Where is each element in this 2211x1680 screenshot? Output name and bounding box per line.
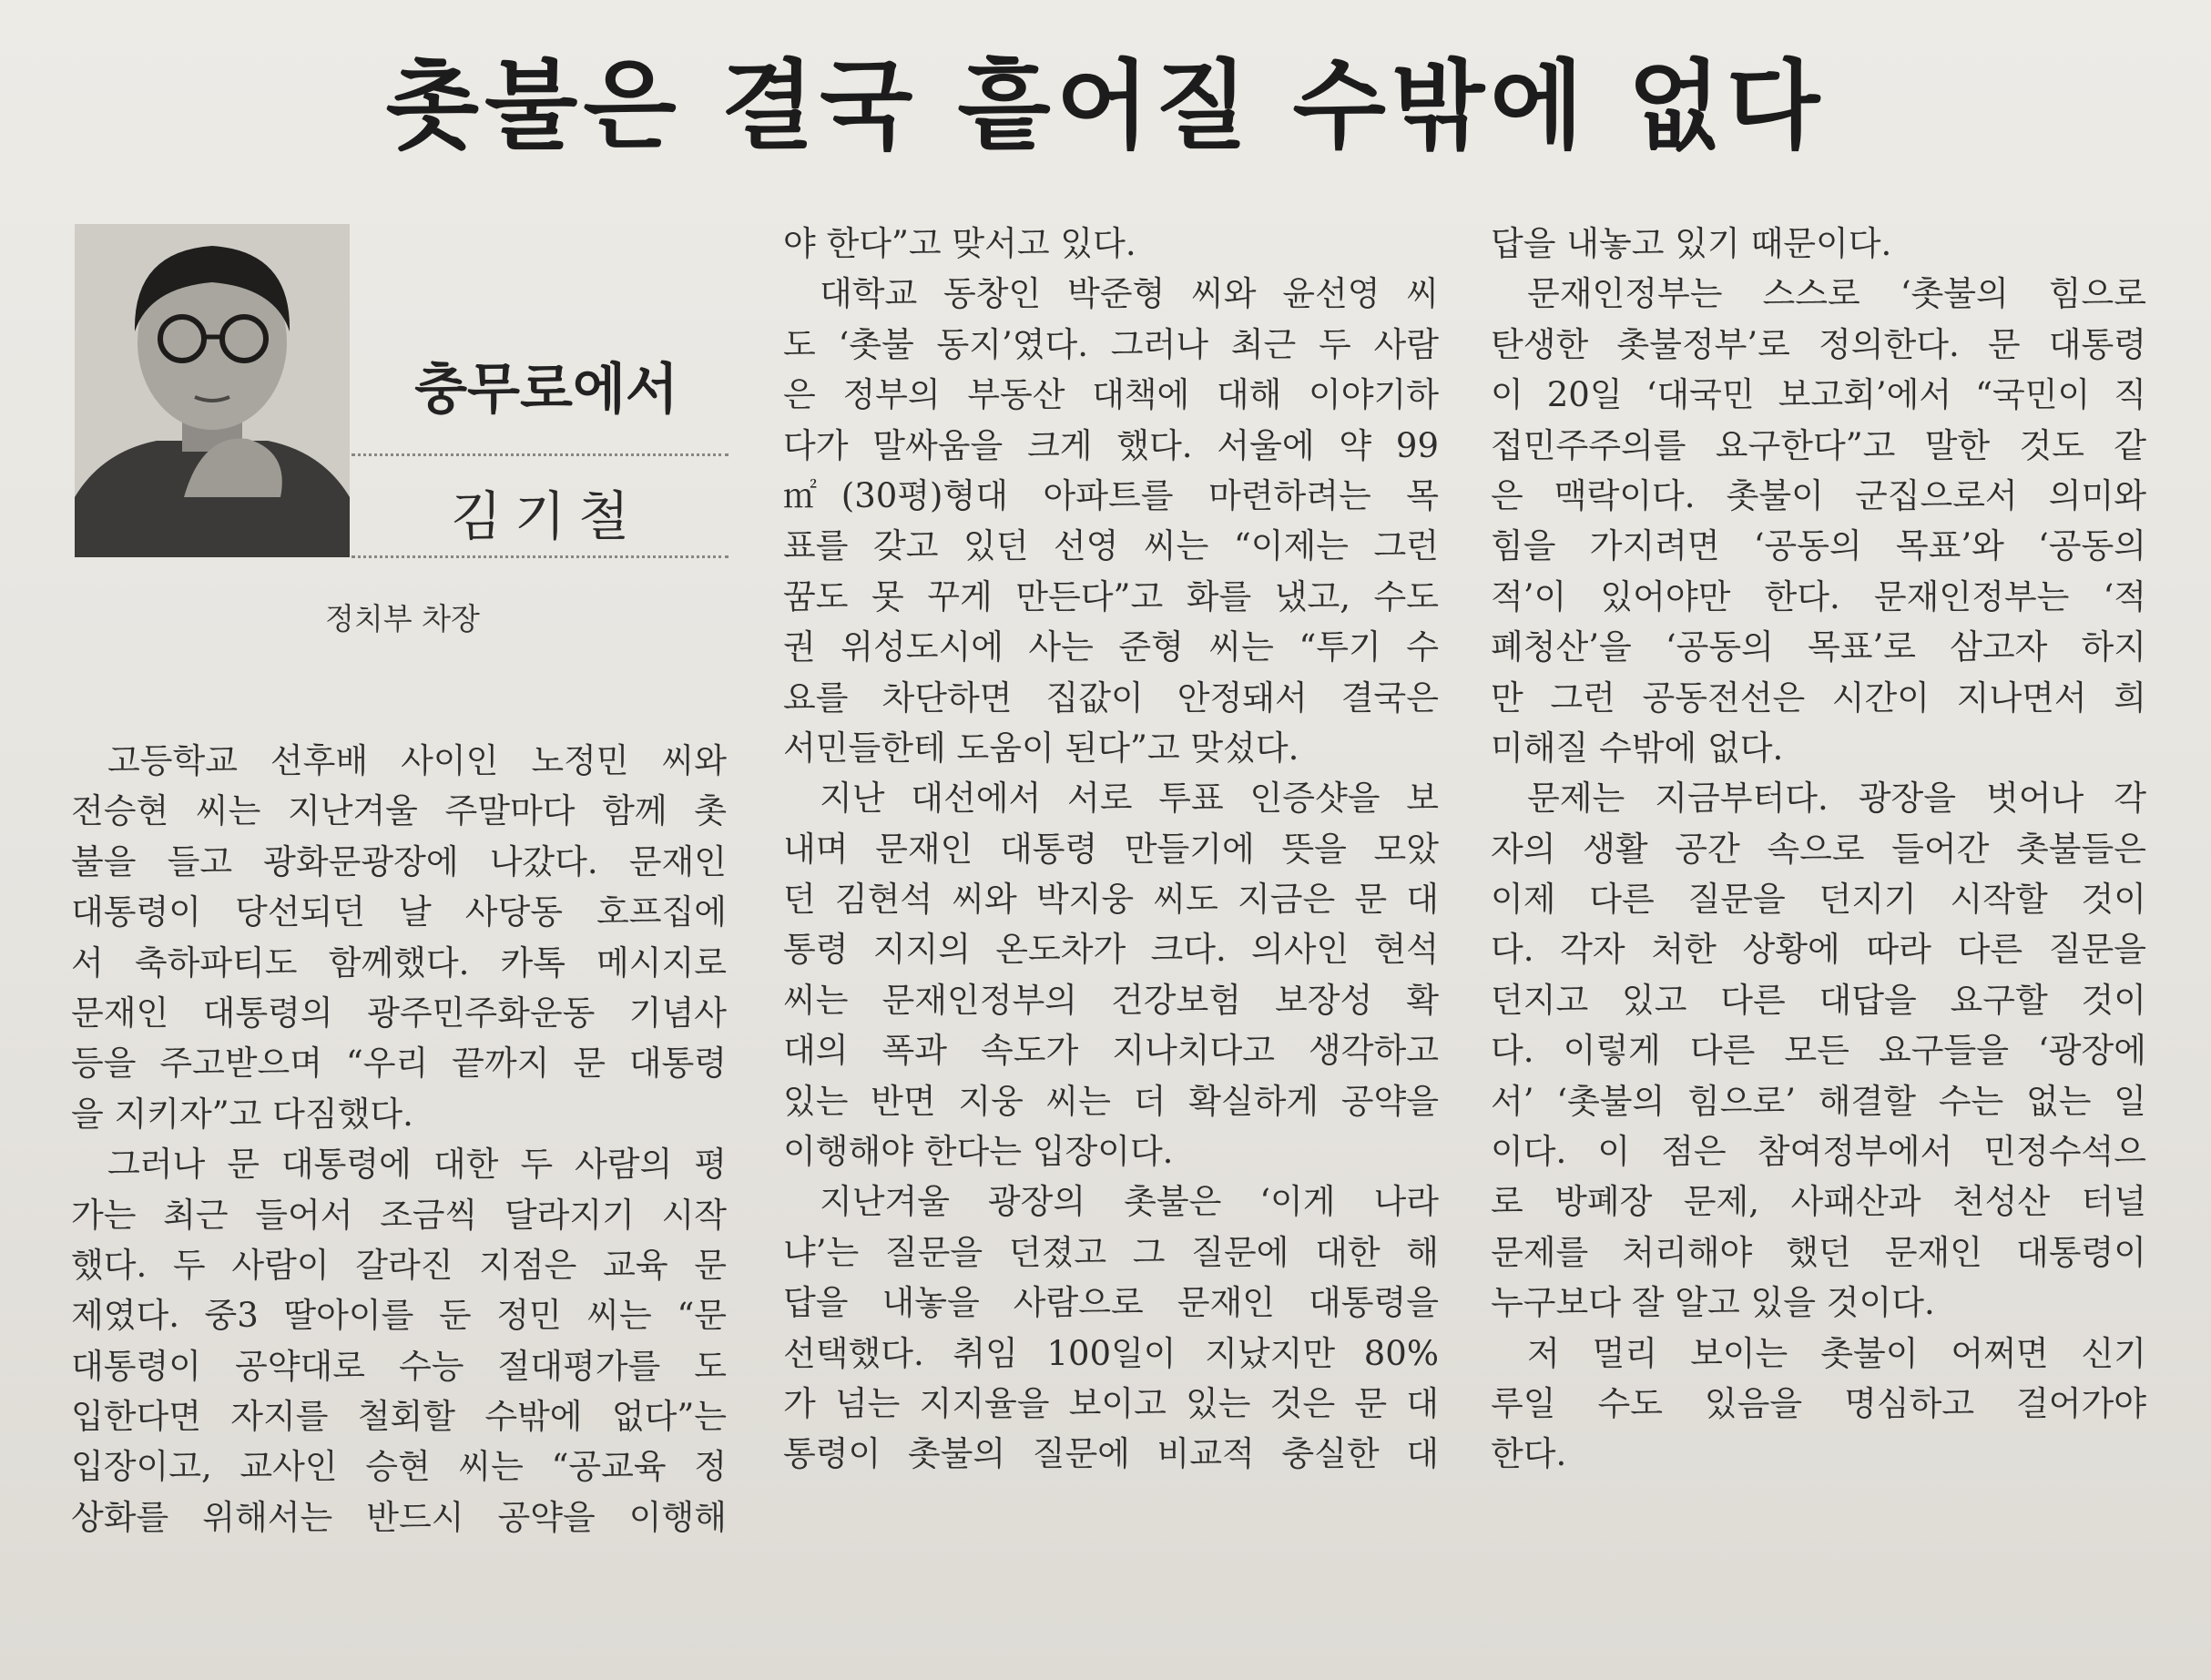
article-line: 서민들한테 도움이 된다”고 맞섰다. <box>783 728 1299 768</box>
article-line: 누구보다 잘 알고 있을 것이다. <box>1491 1283 1935 1323</box>
author-title: 정치부 차장 <box>325 601 480 636</box>
article-line: 냐’는 질문을 던졌고 그 질문에 대한 해 <box>783 1232 1439 1272</box>
article-line: 을 지키자”고 다짐했다. <box>71 1094 413 1134</box>
article-line: 제였다. 중3 딸아이를 둔 정민 씨는 “문 <box>71 1296 727 1336</box>
article-line: 대통령이 공약대로 수능 절대평가를 도 <box>71 1346 727 1386</box>
article-line: 접민주주의를 요구한다”고 말한 것도 같 <box>1491 425 2146 465</box>
article-line: 고등학교 선후배 사이인 노정민 씨와 <box>107 741 727 780</box>
article-line: 적’이 있어야만 한다. 문재인정부는 ‘적 <box>1491 576 2146 616</box>
divider-rule <box>352 453 729 456</box>
article-line: 권 위성도시에 사는 준형 씨는 “투기 수 <box>783 627 1439 667</box>
article-line: 등을 주고받으며 “우리 끝까지 문 대통령 <box>71 1044 727 1084</box>
article-line: 도 ‘촛불 동지’였다. 그러나 최근 두 사람 <box>783 324 1439 364</box>
article-line: 문재인정부는 스스로 ‘촛불의 힘으로 <box>1527 274 2146 314</box>
article-line: 서 축하파티도 함께했다. 카톡 메시지로 <box>71 942 727 983</box>
article-line: 자의 생활 공간 속으로 들어간 촛불들은 <box>1491 829 2146 869</box>
article-line: 문제는 지금부터다. 광장을 벗어나 각 <box>1527 779 2146 819</box>
article-line: 다가 말싸움을 크게 했다. 서울에 약 99 <box>783 425 1439 465</box>
article-line: 통령이 촛불의 질문에 비교적 충실한 대 <box>783 1434 1439 1474</box>
article-line: 입장이고, 교사인 승현 씨는 “공교육 정 <box>71 1447 727 1487</box>
article-line: 이행해야 한다는 입장이다. <box>783 1132 1174 1172</box>
article-line: 탄생한 촛불정부’로 정의한다. 문 대통령 <box>1491 324 2146 364</box>
article-line: 은 정부의 부동산 대책에 대해 이야기하 <box>783 375 1439 415</box>
article-line: 만 그런 공동전선은 시간이 지나면서 희 <box>1491 677 2146 718</box>
article-line: 로 방폐장 문제, 사패산과 천성산 터널 <box>1491 1182 2146 1222</box>
article-line: ㎡(30평)형대 아파트를 마련하려는 목 <box>783 475 1439 515</box>
divider-rule <box>352 555 729 558</box>
article-line: 은 맥락이다. 촛불이 군집으로서 의미와 <box>1491 475 2146 515</box>
article-line: 요를 차단하면 집값이 안정돼서 결국은 <box>783 677 1439 718</box>
article-line: 대통령이 당선되던 날 사당동 호프집에 <box>71 892 727 932</box>
article-line: 이 20일 ‘대국민 보고회’에서 “국민이 직 <box>1491 375 2146 415</box>
article-line: 불을 들고 광화문광장에 나갔다. 문재인 <box>71 841 727 881</box>
article-line: 한다. <box>1491 1434 1567 1474</box>
article-line: 이다. 이 점은 참여정부에서 민정수석으 <box>1491 1132 2146 1172</box>
article-line: 입한다면 자지를 철회할 수밖에 없다”는 <box>71 1397 727 1437</box>
article-line: 답을 내놓을 사람으로 문재인 대통령을 <box>783 1283 1439 1323</box>
article-line: 미해질 수밖에 없다. <box>1491 728 1784 768</box>
article-line: 다. 각자 처한 상황에 따라 다른 질문을 <box>1491 930 2146 970</box>
article-line: 루일 수도 있음을 명심하고 걸어가야 <box>1491 1383 2146 1423</box>
article-line: 대의 폭과 속도가 지나치다고 생각하고 <box>783 1031 1439 1071</box>
article-line: 전승현 씨는 지난겨울 주말마다 함께 촛 <box>71 791 727 831</box>
article-line: 문재인 대통령의 광주민주화운동 기념사 <box>71 993 727 1033</box>
headline: 촛불은 결국 흩어질 수밖에 없다 <box>385 50 1826 162</box>
article-line: 대학교 동창인 박준형 씨와 윤선영 씨 <box>820 274 1439 314</box>
author-name: 김기철 <box>450 485 643 547</box>
article-line: 통령 지지의 온도차가 크다. 의사인 현석 <box>783 930 1439 970</box>
article-line: 했다. 두 사람이 갈라진 지점은 교육 문 <box>71 1245 727 1285</box>
article-column-2 <box>783 219 1439 1480</box>
article-line: 폐청산’을 ‘공동의 목표’로 삼고자 하지 <box>1491 627 2146 667</box>
article-line: 가는 최근 들어서 조금씩 달라지기 시작 <box>71 1195 727 1235</box>
article-line: 있는 반면 지웅 씨는 더 확실하게 공약을 <box>783 1081 1439 1121</box>
article-line: 답을 내놓고 있기 때문이다. <box>1491 224 1892 263</box>
article-line: 표를 갖고 있던 선영 씨는 “이제는 그런 <box>783 526 1439 566</box>
article-column-3 <box>1491 219 2146 1480</box>
article-line: 서’ ‘촛불의 힘으로’ 해결할 수는 없는 일 <box>1491 1081 2146 1121</box>
article-line: 던지고 있고 다른 대답을 요구할 것이 <box>1491 980 2146 1020</box>
article-line: 가 넘는 지지율을 보이고 있는 것은 문 대 <box>783 1383 1439 1423</box>
article-line: 지난겨울 광장의 촛불은 ‘이게 나라 <box>820 1182 1439 1222</box>
article-line: 상화를 위해서는 반드시 공약을 이행해 <box>71 1497 727 1537</box>
article-line: 다. 이렇게 다른 모든 요구들을 ‘광장에 <box>1491 1031 2146 1071</box>
article-line: 문제를 처리해야 했던 문재인 대통령이 <box>1491 1232 2146 1272</box>
article-line: 지난 대선에서 서로 투표 인증샷을 보 <box>820 779 1439 819</box>
article-line: 선택했다. 취임 100일이 지났지만 80% <box>783 1333 1439 1373</box>
article-line: 힘을 가지려면 ‘공동의 목표’와 ‘공동의 <box>1491 526 2146 566</box>
article-line: 씨는 문재인정부의 건강보험 보장성 확 <box>783 980 1439 1020</box>
article-column-1 <box>71 736 727 1543</box>
article-line: 야 한다”고 맞서고 있다. <box>783 224 1136 263</box>
column-name: 충무로에서 <box>414 358 678 422</box>
article-line: 던 김현석 씨와 박지웅 씨도 지금은 문 대 <box>783 880 1439 920</box>
article-line: 내며 문재인 대통령 만들기에 뜻을 모았 <box>783 829 1439 869</box>
article-line: 이제 다른 질문을 던지기 시작할 것이 <box>1491 880 2146 920</box>
article-line: 그러나 문 대통령에 대한 두 사람의 평 <box>107 1145 727 1185</box>
article-line: 꿈도 못 꾸게 만든다”고 화를 냈고, 수도 <box>783 576 1439 616</box>
article-line: 저 멀리 보이는 촛불이 어쩌면 신기 <box>1527 1333 2146 1373</box>
author-portrait-image <box>75 224 350 557</box>
author-photo <box>75 224 350 557</box>
